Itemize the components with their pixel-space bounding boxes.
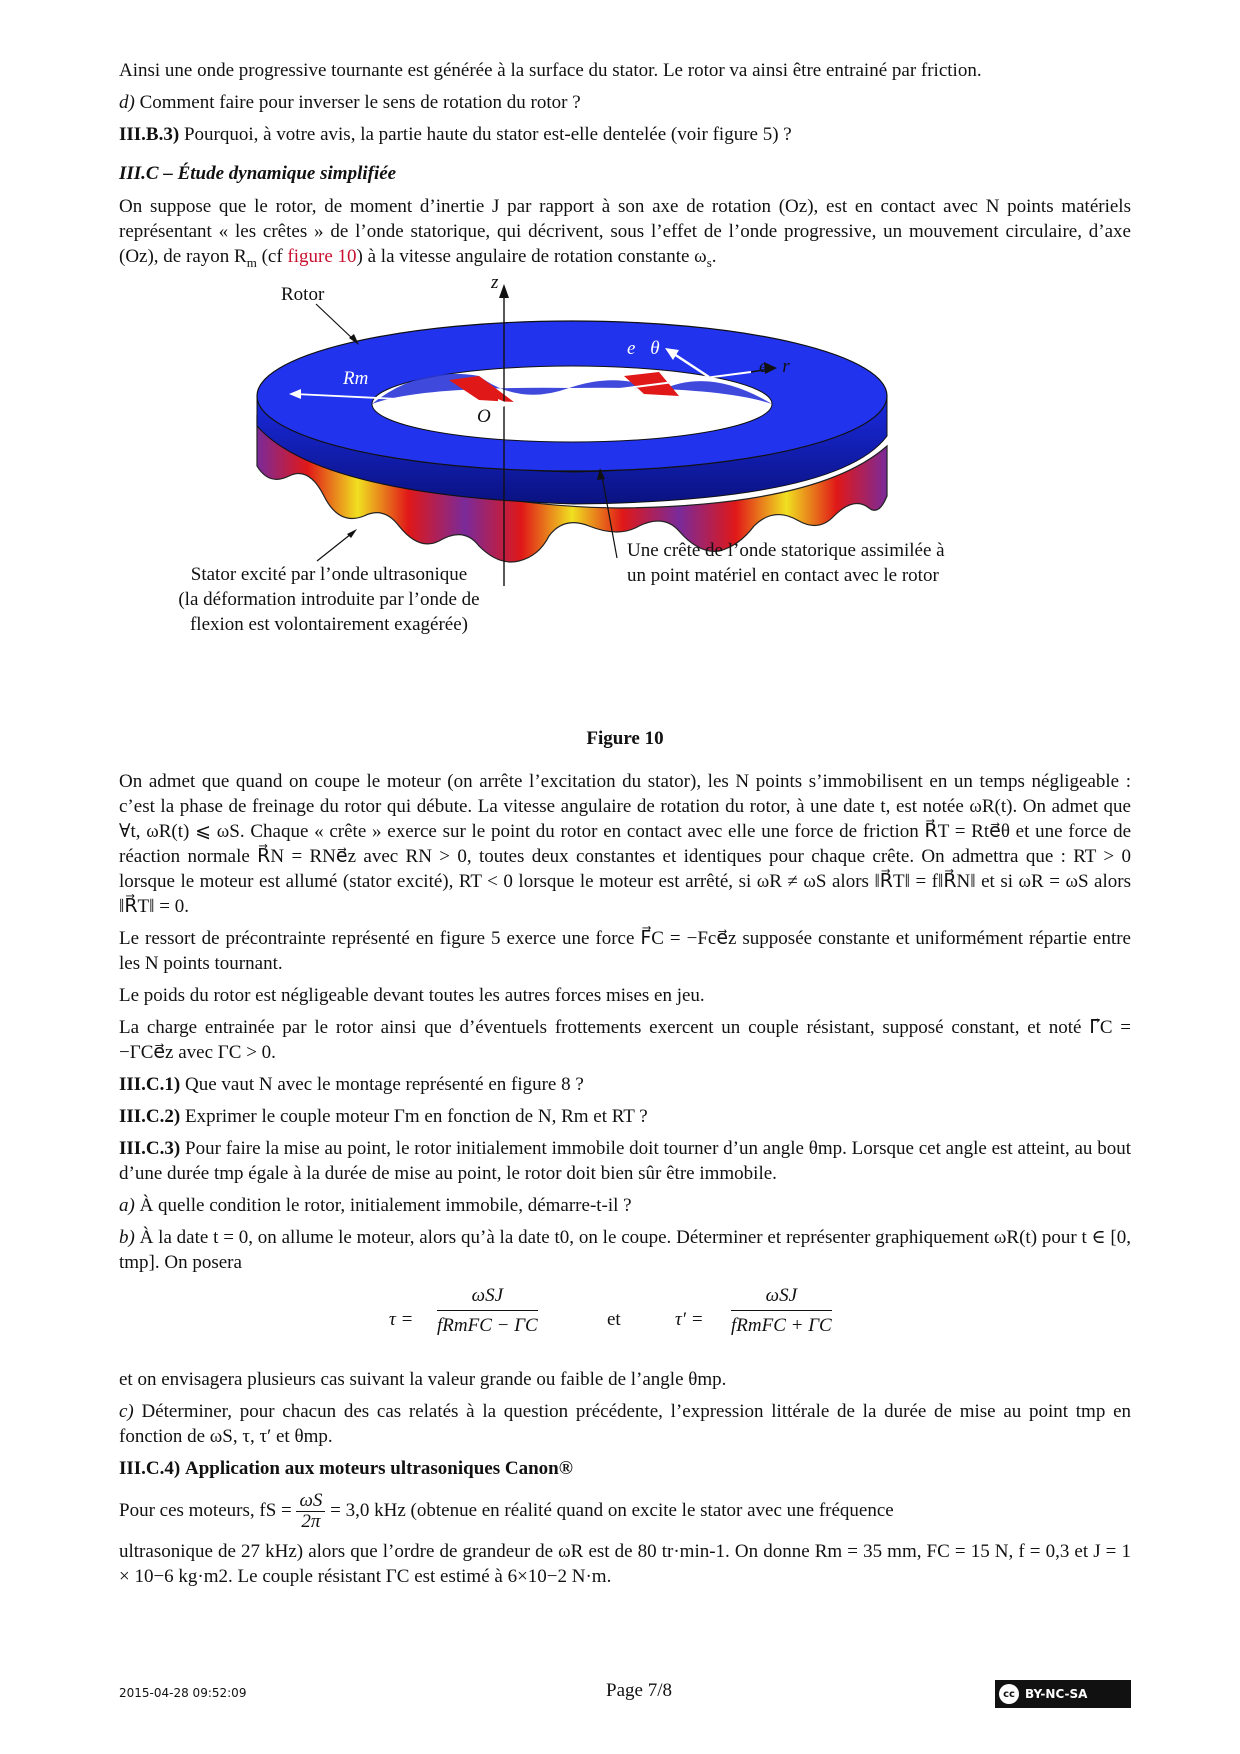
section-intro-paragraph [119, 194, 1131, 269]
question-c4 [119, 1456, 1131, 1481]
paragraph-after-eq: et on envisagera plusieurs cas suivant la valeur grande ou faible de l’angle θmp. [119, 1369, 727, 1390]
rotor-pointer [316, 304, 354, 340]
eq-et: et [607, 1309, 621, 1330]
page-footer [119, 1680, 1131, 1710]
eq-tau-numerator: ωSJ [437, 1283, 538, 1311]
crest-caption-line-1: Une crête de l’onde statorique assimilée à [627, 540, 945, 561]
fs-denominator: 2π [301, 1511, 321, 1532]
eq-tau-lhs: τ = [389, 1309, 414, 1330]
question-c1-label: III.C.1) [119, 1074, 181, 1095]
label-etheta: e⃗θ [627, 338, 660, 359]
page-content [119, 58, 1131, 1596]
question-c2-text: Exprimer le couple moteur Γm en fonction de N, Rm et RT ? [184, 1106, 648, 1127]
eq-taup-numerator: ωSJ [731, 1283, 832, 1311]
eq-tau-denominator: fRmFC − ΓC [437, 1315, 538, 1336]
timestamp: 2015-04-28 09:52:09 [119, 1686, 247, 1700]
license-badge[interactable] [995, 1680, 1131, 1708]
paragraph-spring: Le ressort de précontrainte représenté en figure 5 exerce une force F⃗C = −Fce⃗z supposée constante et uniformément répartie entre les N points tournant. [119, 928, 1131, 974]
question-b3 [119, 122, 1131, 147]
question-c [119, 1399, 1131, 1449]
figure-10-link[interactable]: figure 10 [287, 246, 357, 267]
fs-rhs: = 3,0 kHz (obtenue en réalité quand on excite le stator avec une fréquence [330, 1499, 894, 1521]
section-intro-text: On suppose que le rotor, de moment d’inertie J par rapport à son axe de rotation (Oz), est en contact avec N points matériels représentant « les crêtes » de l’onde statorique, qui décrivent, sous l’effet de l’onde progressive, un mouvement circulaire, d’axe (Oz), de rayon R [119, 196, 1131, 267]
label-er: e⃗r [759, 356, 790, 377]
fs-numerator: ωS [296, 1491, 325, 1512]
paragraph-braking: On admet que quand on coupe le moteur (on arrête l’excitation du stator), les N points s’immobilisent en un temps négligeable : c’est la phase de freinage du rotor qui débute. La vitesse angulaire de rotation du rotor, à une date t, est notée ωR(t). On admet que ∀t, ωR(t) ⩽ ωS. Chaque « crête » exerce sur le point du rotor en contact avec elle une force de friction R⃗T = Rte⃗θ et une force de réaction normale R⃗N = RNe⃗z avec RN > 0, toutes deux constantes et identiques pour chaque crête. On admettra que : RT > 0 lorsque le moteur est allumé (stator excité), RT < 0 lorsque le moteur est arrêté, si ωR ≠ ωS alors ‖R⃗T‖ = f‖R⃗N‖ et si ωR = ωS alors ‖R⃗T‖ = 0. [119, 771, 1131, 917]
question-c-text: Déterminer, pour chacun des cas relatés à la question précédente, l’expression littérale de la durée de mise au point tmp en fonction de ωS, τ, τ′ et θmp. [119, 1401, 1131, 1447]
paragraph-weight: Le poids du rotor est négligeable devant toutes les autres forces mises en jeu. [119, 985, 705, 1006]
question-d-text: Comment faire pour inverser le sens de rotation du rotor ? [139, 92, 581, 113]
eq-tau-fraction [437, 1283, 538, 1338]
eq-taup-fraction [731, 1283, 832, 1338]
question-c4-text: Application aux moteurs ultrasoniques Canon® [184, 1458, 573, 1479]
question-b-text: À la date t = 0, on allume le moteur, alors qu’à la date t0, on le coupe. Déterminer et représenter graphiquement ωR(t) pour t ∈ [0, tmp]. On posera [119, 1227, 1131, 1273]
question-a-label: a) [119, 1195, 135, 1216]
stator-caption-line-3: flexion est volontairement exagérée) [189, 614, 468, 635]
question-a-text: À quelle condition le rotor, initialement immobile, démarre-t-il ? [139, 1195, 632, 1216]
question-b3-text: Pourquoi, à votre avis, la partie haute du stator est-elle dentelée (voir figure 5) ? [183, 124, 792, 145]
question-c2-label: III.C.2) [119, 1106, 181, 1127]
label-o: O [477, 406, 491, 427]
omega-subscript: s [706, 254, 712, 270]
label-rotor: Rotor [281, 284, 325, 305]
equation-tau [119, 1283, 1131, 1361]
question-c2 [119, 1104, 1131, 1129]
crest-caption-line-2: un point matériel en contact avec le rotor [627, 565, 939, 586]
paragraph-canon-values: ultrasonique de 27 kHz) alors que l’ordre de grandeur de ωR est de 80 tr·min-1. On donne Rm = 35 mm, FC = 15 N, f = 0,3 et J = 1 × 10−6 kg·m2. Le couple résistant ΓC est estimé à 6×10−2 N·m. [119, 1541, 1131, 1587]
question-c3 [119, 1136, 1131, 1186]
question-b-label: b) [119, 1227, 135, 1248]
eq-taup-denominator: fRmFC + ΓC [731, 1315, 832, 1336]
cc-icon: cc [999, 1684, 1019, 1704]
z-arrowhead [499, 284, 509, 298]
intro-paragraph: Ainsi une onde progressive tournante est générée à la surface du stator. Le rotor va ainsi être entrainé par friction. [119, 60, 982, 81]
question-c3-label: III.C.3) [119, 1138, 181, 1159]
crest-caption [627, 538, 1047, 588]
label-z: z [491, 272, 499, 293]
page-number: Page 7/8 [606, 1680, 672, 1701]
stator-caption [149, 562, 509, 637]
section-intro-text-c: ) à la vitesse angulaire de rotation constante ω [356, 246, 707, 267]
question-b3-label: III.B.3) [119, 124, 180, 145]
question-b [119, 1225, 1131, 1275]
rotor-stator-diagram [119, 276, 1131, 726]
section-intro-end: . [711, 246, 717, 267]
section-number: III.C – [119, 163, 173, 184]
question-c1 [119, 1072, 1131, 1097]
stator-caption-line-2: (la déformation introduite par l’onde de [178, 589, 480, 610]
question-c1-text: Que vaut N avec le montage représenté en figure 8 ? [184, 1074, 584, 1095]
section-intro-text-b: (cf [256, 246, 288, 267]
fs-fraction [296, 1491, 325, 1532]
stator-caption-line-1: Stator excité par l’onde ultrasonique [190, 564, 468, 585]
question-c3-text: Pour faire la mise au point, le rotor initialement immobile doit tourner d’un angle θmp. Lorsque cet angle est atteint, au bout d’une durée tmp égale à la durée de mise au point, le rotor doit bien sûr être immobile. [119, 1138, 1131, 1184]
question-d-label: d) [119, 92, 135, 113]
license-text: BY-NC-SA [1025, 1687, 1088, 1701]
fs-lhs: Pour ces moteurs, fS = [119, 1499, 292, 1521]
rm-subscript: m [246, 254, 257, 270]
question-d [119, 90, 1131, 115]
figure-caption: Figure 10 [586, 728, 664, 749]
section-heading [119, 161, 1131, 186]
question-a [119, 1193, 1131, 1218]
question-c4-label: III.C.4) [119, 1458, 181, 1479]
figure-10 [119, 272, 1131, 726]
section-title: Étude dynamique simplifiée [177, 163, 397, 184]
paragraph-canon [119, 1491, 1131, 1532]
paragraph-torque: La charge entrainée par le rotor ainsi que d’éventuels frottements exercent un couple résistant, supposé constant, et noté Γ⃗C = −ΓCe⃗z avec ΓC > 0. [119, 1017, 1131, 1063]
stator-pointer [317, 534, 351, 561]
question-c-label: c) [119, 1401, 134, 1422]
label-rm: Rm [343, 368, 369, 389]
eq-taup-lhs: τ′ = [675, 1309, 704, 1330]
